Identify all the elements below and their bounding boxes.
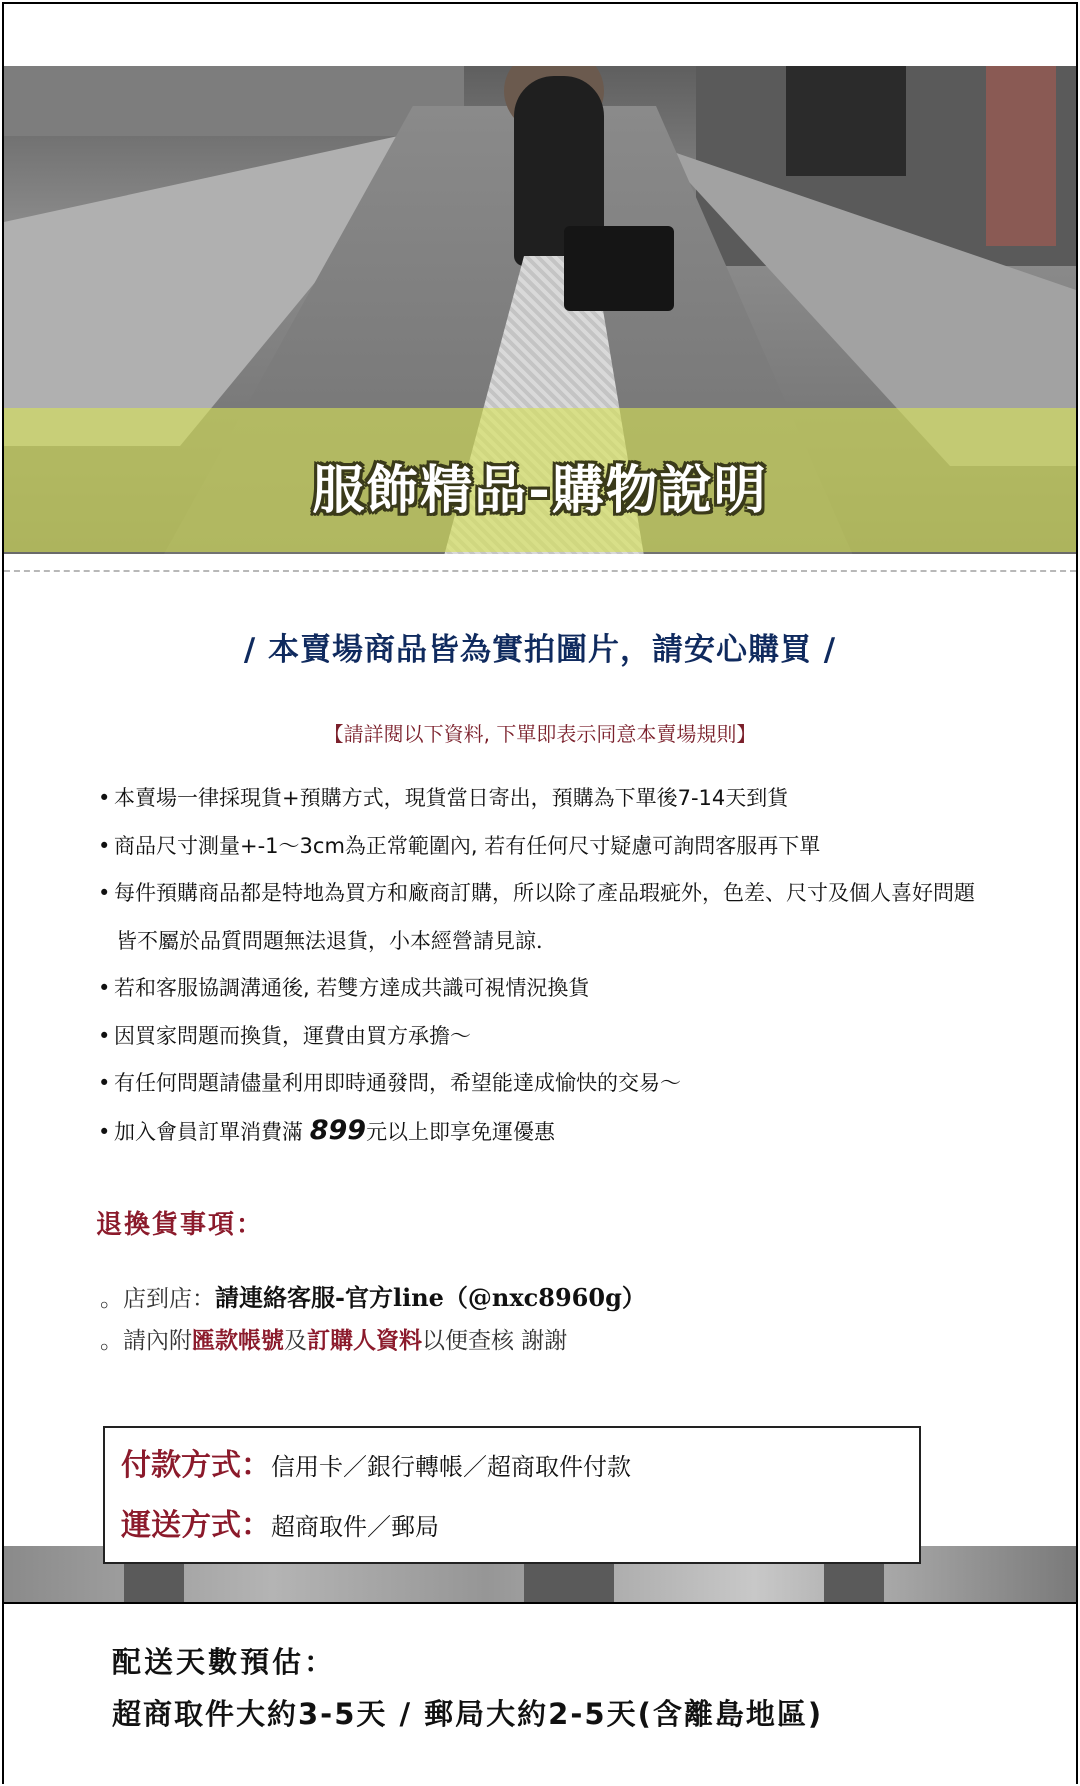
- hero-title: 服飾精品-購物說明: [312, 461, 768, 521]
- attach-info-line: [100, 1322, 567, 1355]
- rule-item: [98, 778, 1018, 826]
- hero-door: [986, 66, 1056, 246]
- rule-text: 因買家問題而換貨，運費由買方承擔～: [114, 1023, 471, 1048]
- hero-shop-window: [786, 66, 906, 176]
- rule-item-member: [98, 1111, 1018, 1159]
- delivery-estimate: [4, 1602, 1076, 1784]
- rule-text: 若和客服協調溝通後, 若雙方達成共識可視情況換貨: [114, 976, 590, 1000]
- store-to-store-line: [100, 1278, 646, 1313]
- page-subtitle: / 本賣場商品皆為實拍圖片，請安心購買 /: [243, 632, 837, 668]
- rule-item: [98, 1016, 1018, 1064]
- bullet-icon: •: [98, 1071, 111, 1095]
- section-divider: [4, 570, 1076, 572]
- attach-suffix: 以便查核 謝謝: [422, 1328, 568, 1354]
- rule-item: [98, 826, 1018, 874]
- rule-item: [98, 873, 1018, 921]
- line-contact: 請連絡客服-官方line（@nxc8960g）: [215, 1283, 646, 1312]
- hero-building-left: [4, 66, 464, 136]
- payment-method-value: 信用卡／銀行轉帳／超商取件付款: [271, 1453, 631, 1481]
- shipping-method-row: [121, 1500, 439, 1544]
- rule-text: 本賣場一律採現貨+預購方式，現貨當日寄出，預購為下單後7-14天到貨: [114, 786, 789, 810]
- rule-text: 有任何問題請儘量利用即時通發問，希望能達成愉快的交易～: [114, 1071, 681, 1095]
- free-shipping-amount: 899: [309, 1114, 367, 1146]
- bullet-icon: •: [98, 881, 111, 905]
- hero-banner: [4, 66, 1076, 554]
- member-text-after: 元以上即享免運優惠: [366, 1119, 556, 1144]
- store-prefix: 。店到店：: [100, 1286, 215, 1312]
- attach-prefix: 。請內附: [100, 1328, 192, 1354]
- bullet-icon: •: [98, 1023, 111, 1048]
- account-number-highlight: 匯款帳號: [192, 1328, 284, 1354]
- rule-item: [98, 968, 1018, 1016]
- shipping-method-label: 運送方式：: [121, 1508, 271, 1543]
- shipping-method-value: 超商取件／郵局: [271, 1513, 439, 1541]
- member-text-before: 加入會員訂單消費滿: [114, 1119, 310, 1144]
- rule-text: 每件預購商品都是特地為買方和廠商訂購，所以除了產品瑕疵外，色差、尺寸及個人喜好問題: [114, 881, 975, 905]
- payment-method-label: 付款方式：: [121, 1448, 271, 1483]
- bullet-icon: •: [98, 1119, 111, 1144]
- bullet-icon: •: [98, 833, 111, 858]
- attach-mid: 及: [284, 1328, 307, 1354]
- rule-item: [98, 1063, 1018, 1111]
- bullet-icon: •: [98, 786, 111, 810]
- payment-shipping-box: [103, 1426, 921, 1564]
- rules-notice: 【請詳閱以下資料, 下單即表示同意本賣場規則】: [323, 722, 757, 746]
- rules-list: [98, 778, 1018, 1158]
- bullet-icon: •: [98, 976, 111, 1000]
- buyer-info-highlight: 訂購人資料: [307, 1328, 422, 1354]
- delivery-detail: 超商取件大約3-5天 / 郵局大約2-5天(含離島地區): [112, 1697, 824, 1731]
- rule-item-continued: [98, 921, 1018, 969]
- returns-heading: 退換貨事項：: [96, 1210, 265, 1240]
- hero-model-bag: [564, 226, 674, 311]
- payment-method-row: [121, 1440, 631, 1484]
- rule-text: 皆不屬於品質問題無法退貨，小本經營請見諒．: [116, 928, 557, 953]
- delivery-heading: 配送天數預估：: [112, 1645, 337, 1679]
- rule-text: 商品尺寸測量+-1～3cm為正常範圍內, 若有任何尺寸疑慮可詢問客服再下單: [114, 833, 821, 858]
